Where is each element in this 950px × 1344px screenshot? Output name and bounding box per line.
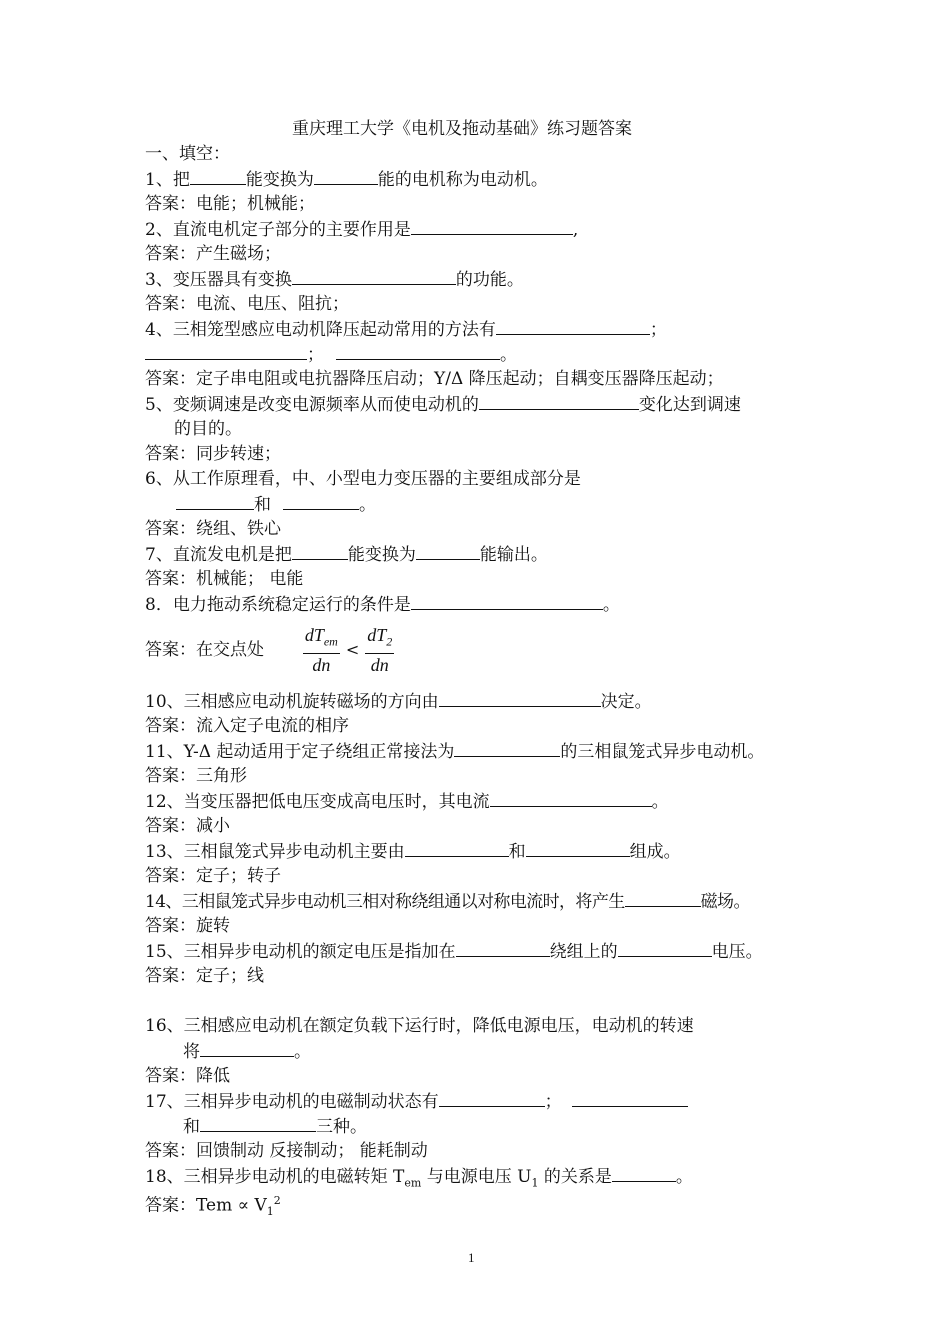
answer-16: 答案：降低 [145,1066,230,1086]
answer-blank [411,593,603,610]
question-5: 5、变频调速是改变电源频率从而使电动机的 变化达到调速 [145,395,741,415]
stability-fraction-left: $\frac{dT_{em}}{dn}$ [304,625,338,675]
question-17: 17、三相异步电动机的电磁制动状态有 ； [145,1090,688,1113]
answer-blank [292,268,456,285]
answer-15: 答案：定子；线 [145,966,264,986]
question-17-cont: 和 三种。 [183,1117,367,1137]
answer-blank [490,790,652,807]
page-number: 1 [468,1250,475,1265]
answer-blank [176,493,254,510]
question-8: 8．电力拖动系统稳定运行的条件是 。 [145,595,620,615]
question-4-cont: ； 。 [145,343,517,366]
answer-14: 答案：旋转 [145,916,230,936]
question-15: 15、三相异步电动机的额定电压是指加在 绕组上的 电压。 [145,942,763,962]
answer-17: 答案：回馈制动 反接制动； 能耗制动 [145,1141,428,1161]
answer-blank [572,1090,688,1107]
answer-blank [314,168,378,185]
answer-1: 答案：电能；机械能； [145,194,315,214]
stability-fraction-right: $\frac{dT_2}{dn}$ [367,625,393,675]
answer-8: 答案：在交点处 $\frac{dT_{em}}{dn}$ < $\frac{dT_2}{dn}$ [145,625,393,675]
answer-blank [200,1115,316,1132]
answer-2: 答案：产生磁场； [145,244,281,264]
answer-blank [618,940,712,957]
question-4: 4、三相笼型感应电动机降压起动常用的方法有 ； [145,320,667,340]
answer-12: 答案：减小 [145,816,230,836]
question-16-cont: 将 。 [183,1042,311,1062]
question-10: 10、三相感应电动机旋转磁场的方向由 决定。 [145,692,652,712]
answer-blank [496,318,650,335]
answer-13: 答案：定子；转子 [145,866,281,886]
answer-blank [439,690,601,707]
question-3: 3、变压器具有变换 的功能。 [145,270,524,290]
answer-blank [526,840,630,857]
question-18: 18、三相异步电动机的电磁转矩 $T_{em}$ 与电源电压 $U_1$ 的关系是 。 [145,1167,693,1190]
answer-blank [145,343,307,360]
answer-blank [612,1165,676,1182]
answer-blank [479,393,639,410]
less-than-sign: < [345,639,360,659]
answer-10: 答案：流入定子电流的相序 [145,716,349,736]
question-6: 6、从工作原理看，中、小型电力变压器的主要组成部分是 [145,469,581,489]
question-6-cont: 和 。 [176,493,376,516]
section-heading: 一、填空： [145,144,230,164]
answer-blank [411,218,573,235]
answer-blank [416,543,480,560]
question-5-cont: 的目的。 [174,419,242,439]
answer-blank [283,493,359,510]
answer-blank [200,1040,294,1057]
answer-6: 答案：绕组、铁心 [145,519,281,539]
answer-blank [625,890,701,907]
question-11: 11、Y-Δ 起动适用于定子绕组正常接法为 的三相鼠笼式异步电动机。 [145,742,765,762]
answer-blank [292,543,348,560]
question-16: 16、三相感应电动机在额定负载下运行时，降低电源电压，电动机的转速 [145,1016,694,1036]
question-12: 12、当变压器把低电压变成高电压时，其电流 。 [145,792,669,812]
answer-blank [456,940,550,957]
question-13: 13、三相鼠笼式异步电动机主要由 和 组成。 [145,842,681,862]
question-2: 2、直流电机定子部分的主要作用是 , [145,220,579,240]
question-7: 7、直流发电机是把 能变换为 能输出。 [145,545,548,565]
answer-11: 答案：三角形 [145,766,247,786]
answer-3: 答案：电流、电压、阻抗； [145,294,349,314]
answer-7: 答案：机械能； 电能 [145,569,304,589]
answer-blank [454,740,560,757]
answer-18: 答案：Tem ∝ $V_1^2$ [145,1194,281,1219]
answer-blank [190,168,246,185]
page-title: 重庆理工大学《电机及拖动基础》练习题答案 [292,119,632,139]
answer-blank [439,1090,545,1107]
answer-5: 答案：同步转速； [145,444,281,464]
answer-4: 答案：定子串电阻或电抗器降压启动；Y/Δ 降压起动；自耦变压器降压起动； [145,369,724,389]
answer-blank [405,840,509,857]
question-14: 14、三相鼠笼式异步电动机三相对称绕组通以对称电流时，将产生 磁场。 [145,892,750,912]
question-1: 1、把 能变换为 能的电机称为电动机。 [145,170,548,190]
answer-blank [336,343,500,360]
